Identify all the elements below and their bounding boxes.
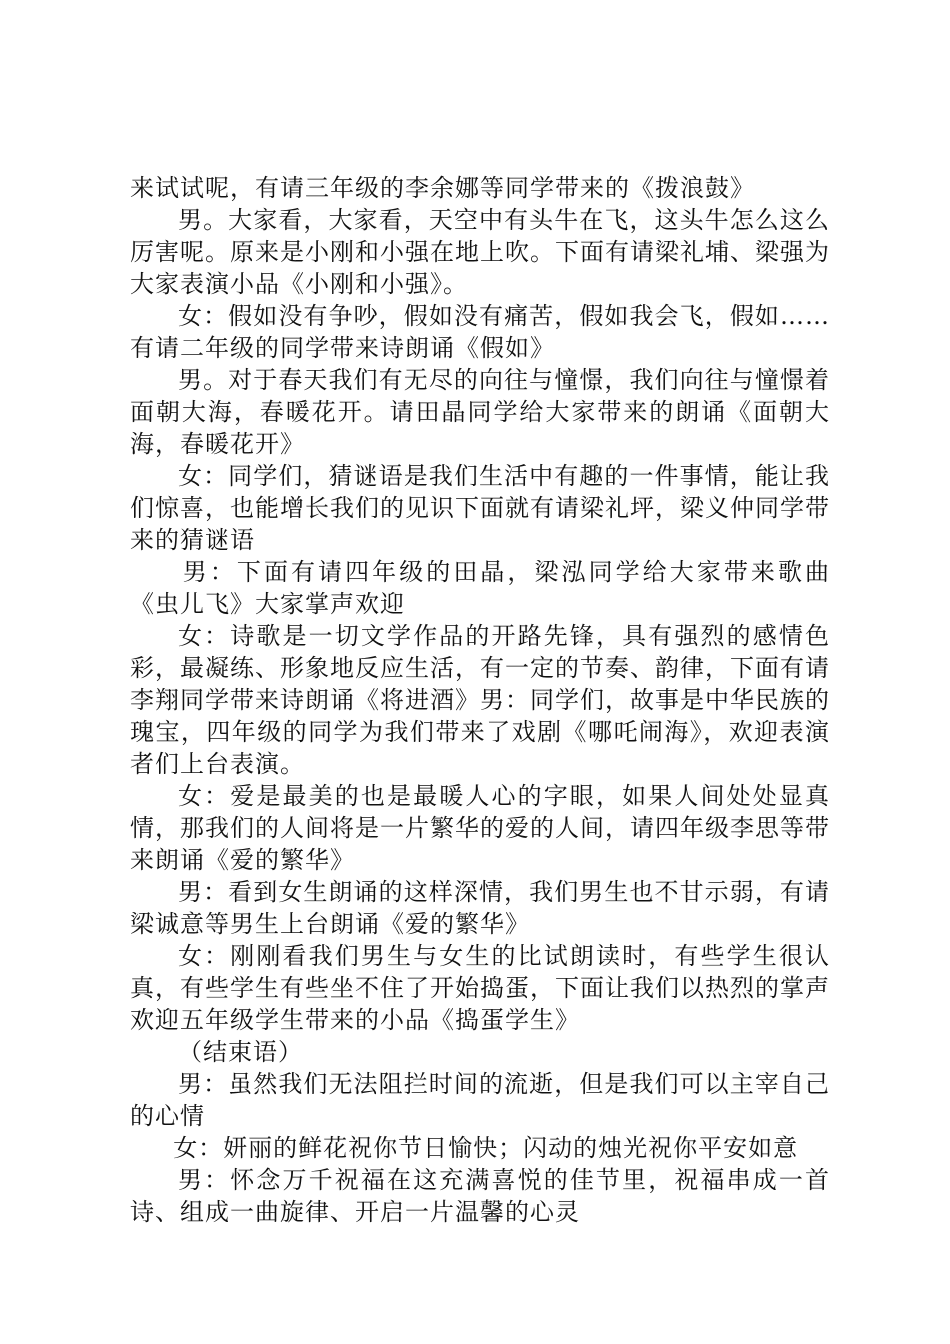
paragraph-9: 男：看到女生朗诵的这样深情，我们男生也不甘示弱，有请梁诚意等男生上台朗诵《爱的繁华》 — [130, 878, 830, 938]
document-body — [130, 172, 830, 1228]
paragraph-8: 女：爱是最美的也是最暖人心的字眼，如果人间处处显真情，那我们的人间将是一片繁华的爱的人间，请四年级李思等带来朗诵《爱的繁华》 — [130, 782, 830, 874]
paragraph-10: 女：刚刚看我们男生与女生的比试朗读时，有些学生很认真，有些学生有些坐不住了开始捣蛋，下面让我们以热烈的掌声欢迎五年级学生带来的小品《捣蛋学生》 — [130, 942, 830, 1034]
paragraph-4: 男。对于春天我们有无尽的向往与憧憬，我们向往与憧憬着面朝大海，春暖花开。请田晶同学给大家带来的朗诵《面朝大海，春暖花开》 — [130, 366, 830, 458]
paragraph-7: 女：诗歌是一切文学作品的开路先锋，具有强烈的感情色彩，最凝练、形象地反应生活，有一定的节奏、韵律，下面有请李翔同学带来诗朗诵《将进酒》男：同学们，故事是中华民族的瑰宝，四年级的同学为我们带来了戏剧《哪吒闹海》，欢迎表演者们上台表演。 — [130, 622, 830, 778]
paragraph-2: 男。大家看，大家看，天空中有头牛在飞，这头牛怎么这么厉害呢。原来是小刚和小强在地上吹。下面有请梁礼埔、梁强为大家表演小品《小刚和小强》。 — [130, 206, 830, 298]
paragraph-5: 女：同学们，猜谜语是我们生活中有趣的一件事情，能让我们惊喜，也能增长我们的见识下面就有请梁礼坪，梁义仲同学带来的猜谜语 — [130, 462, 830, 554]
paragraph-3: 女：假如没有争吵，假如没有痛苦，假如我会飞，假如……有请二年级的同学带来诗朗诵《假如》 — [130, 302, 830, 362]
paragraph-1: 来试试呢，有请三年级的李余娜等同学带来的《拨浪鼓》 — [130, 174, 755, 202]
paragraph-14: 男：怀念万千祝福在这充满喜悦的佳节里，祝福串成一首诗、组成一曲旋律、开启一片温馨的心灵 — [130, 1166, 830, 1226]
paragraph-13: 女：妍丽的鲜花祝你节日愉快；闪动的烛光祝你平安如意 — [173, 1134, 799, 1162]
paragraph-11-heading: （结束语） — [178, 1038, 303, 1066]
paragraph-6: 男：下面有请四年级的田晶，梁泓同学给大家带来歌曲《虫儿飞》大家掌声欢迎 — [130, 558, 830, 618]
paragraph-12: 男：虽然我们无法阻拦时间的流逝，但是我们可以主宰自己的心情 — [130, 1070, 830, 1130]
